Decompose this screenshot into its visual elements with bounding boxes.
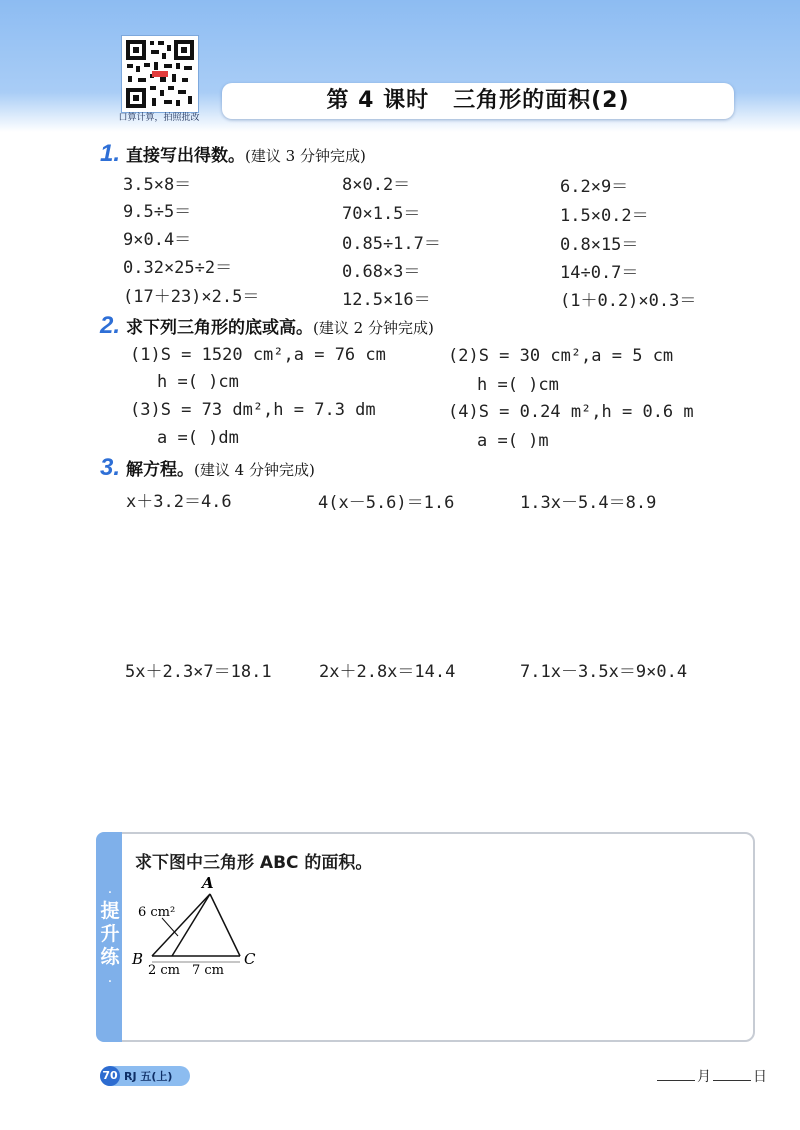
lesson-label: 第 4 课时 (326, 88, 430, 113)
triangle-answer: a =( )m (477, 431, 549, 451)
oral-problem: 0.85÷1.7＝ (342, 234, 441, 254)
triangle-inner-line (172, 894, 210, 956)
oral-problem: 12.5×16＝ (342, 290, 431, 310)
section-2-hint: (建议 2 分钟完成) (313, 319, 434, 337)
oral-problem: 8×0.2＝ (342, 175, 411, 195)
month-blank[interactable] (657, 1080, 695, 1081)
boost-char: 练 (100, 946, 120, 968)
page-number: 70 (100, 1066, 120, 1086)
month-label: 月 (697, 1069, 711, 1085)
segment-label-7cm: 7 cm (192, 963, 225, 978)
oral-problem: 6.2×9＝ (560, 177, 629, 197)
boost-dot: · (107, 974, 113, 990)
equation: 7.1x－3.5x＝9×0.4 (520, 662, 688, 682)
section-2-heading (100, 312, 434, 340)
section-2-title: 求下列三角形的底或高。 (126, 318, 314, 338)
boost-question: 求下图中三角形 ABC 的面积。 (135, 853, 373, 873)
triangle-side-ab (152, 894, 210, 956)
triangle-given: (1)S = 1520 cm²,a = 76 cm (130, 345, 386, 365)
day-blank[interactable] (713, 1080, 751, 1081)
triangle-given: (2)S = 30 cm²,a = 5 cm (448, 346, 674, 366)
boost-char: 升 (100, 923, 120, 945)
triangle-figure (128, 872, 268, 982)
section-1-title: 直接写出得数。 (126, 146, 246, 166)
qr-code-icon[interactable] (122, 36, 198, 112)
oral-problem: 70×1.5＝ (342, 204, 421, 224)
vertex-a: A (202, 874, 214, 892)
oral-problem: 14÷0.7＝ (560, 263, 639, 283)
triangle-answer: h =( )cm (477, 375, 559, 395)
segment-label-2cm: 2 cm (148, 963, 181, 978)
triangle-answer: a =( )dm (157, 428, 239, 448)
section-1-number: 1. (100, 140, 121, 167)
page-title (222, 83, 734, 119)
boost-side-label (100, 900, 120, 969)
triangle-answer: h =( )cm (157, 372, 239, 392)
section-3-number: 3. (100, 454, 121, 481)
section-3-hint: (建议 4 分钟完成) (194, 461, 315, 479)
equation: 5x＋2.3×7＝18.1 (125, 662, 272, 682)
oral-problem: 9×0.4＝ (123, 230, 192, 250)
triangle-given: (3)S = 73 dm²,h = 7.3 dm (130, 400, 376, 420)
edition-label: RJ 五(上) (124, 1070, 173, 1083)
qr-caption: 口算计算，拍照批改 (118, 113, 200, 123)
triangle-side-ac (210, 894, 240, 956)
area-pointer (162, 918, 178, 936)
area-label: 6 cm² (138, 905, 176, 920)
date-field[interactable] (655, 1066, 767, 1086)
section-2-number: 2. (100, 312, 121, 339)
vertex-c: C (244, 950, 256, 968)
equation: x＋3.2＝4.6 (126, 492, 232, 512)
section-3-heading (100, 454, 315, 482)
equation: 1.3x－5.4＝8.9 (520, 493, 657, 513)
boost-char: 提 (100, 900, 120, 922)
equation: 4(x－5.6)＝1.6 (318, 493, 455, 513)
oral-problem: 1.5×0.2＝ (560, 206, 649, 226)
boost-dot: · (107, 885, 113, 901)
day-label: 日 (753, 1069, 767, 1085)
oral-problem: 0.68×3＝ (342, 262, 421, 282)
vertex-b: B (132, 950, 144, 968)
oral-problem: 0.8×15＝ (560, 235, 639, 255)
oral-problem: 0.32×25÷2＝ (123, 258, 233, 278)
oral-problem: 9.5÷5＝ (123, 202, 192, 222)
oral-problem: (1＋0.2)×0.3＝ (560, 291, 697, 311)
lesson-title: 三角形的面积(2) (453, 88, 630, 113)
section-1-hint: (建议 3 分钟完成) (245, 147, 366, 165)
equation: 2x＋2.8x＝14.4 (319, 662, 456, 682)
section-1-heading (100, 140, 366, 168)
oral-problem: (17＋23)×2.5＝ (123, 287, 260, 307)
section-3-title: 解方程。 (126, 460, 195, 480)
triangle-given: (4)S = 0.24 m²,h = 0.6 m (448, 402, 694, 422)
oral-problem: 3.5×8＝ (123, 175, 192, 195)
